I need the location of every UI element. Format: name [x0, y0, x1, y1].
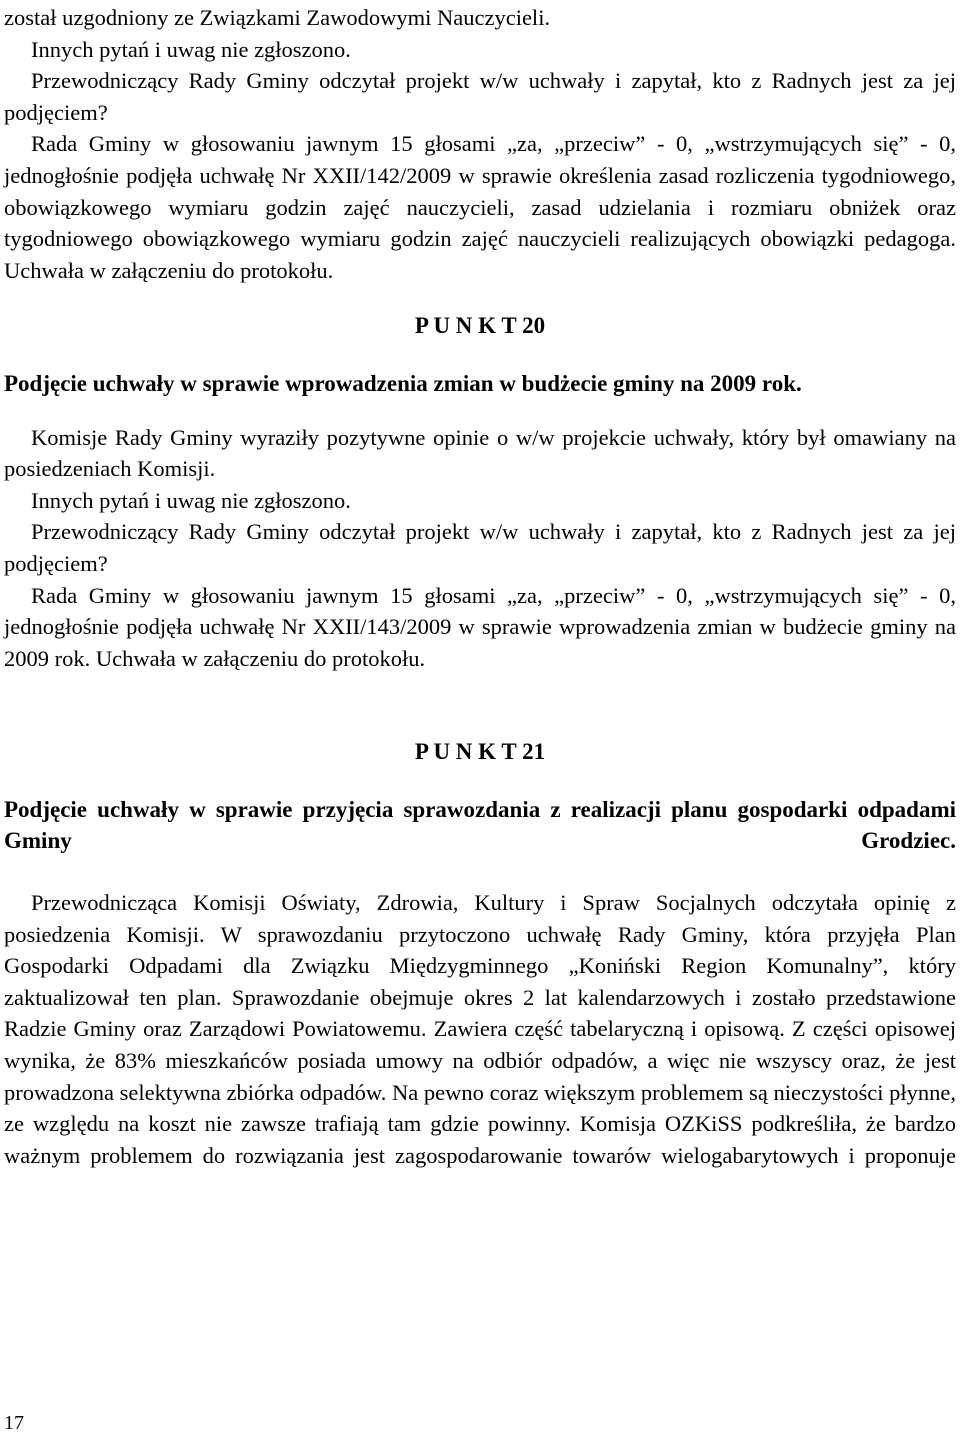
punkt-21-heading: P U N K T 21: [414, 739, 546, 765]
punkt-20-paragraph-chairman-reads: Przewodniczący Rady Gminy odczytał projekt w/w uchwały i zapytał, kto z Radnych jest za jej podjęciem?: [4, 519, 956, 576]
page-number: 17: [4, 1412, 24, 1434]
paragraph-chairman-reads: Przewodniczący Rady Gminy odczytał projekt w/w uchwały i zapytał, kto z Radnych jest za jej podjęciem?: [4, 68, 956, 125]
paragraph-unions-agreement: został uzgodniony ze Związkami Zawodowymi Nauczycieli.: [4, 5, 551, 30]
punkt-20-paragraph-commissions: Komisje Rady Gminy wyraziły pozytywne opinie o w/w projekcie uchwały, który był omawiany na posiedzeniach Komisji.: [4, 424, 956, 482]
punkt-21-paragraph-report: Przewodnicząca Komisji Oświaty, Zdrowia, Kultury i Spraw Socjalnych odczytała opinię z posiedzenia Komisji. W sprawozdaniu przytoczono uchwałę Rady Gminy, która przyjęła Plan Gospodarki Odpadami dla Związku Międzygminnego „Koniński Region Komunalny”, który zaktualizował ten plan. Sprawozdanie obejmuje okres 2 lat kalendarzowych i zostało przedstawione Radzie Gminy oraz Zarządowi Powiatowemu. Zawiera część tabelaryczną i opisową. Z części opisowej wynika, że 83% mieszkańców posiada umowy na odbiór odpadów, a więc nie wszyscy oraz, że jest prowadzona selektywna zbiórka odpadów. Na pewno coraz większym problemem są nieczystości płynne, ze względu na koszt nie zawsze trafiają tam gdzie powinny. Komisja OZKiSS podkreśliła, że bardzo ważnym problemem do rozwiązania jest zagospodarowanie towarów wielogabarytowych i proponuje: [4, 890, 956, 1168]
document-page: [4, 2, 956, 1171]
punkt-21-title: Podjęcie uchwały w sprawie przyjęcia sprawozdania z realizacji planu gospodarki odpadami Gminy Grodziec.: [4, 796, 956, 854]
punkt-20-heading: P U N K T 20: [414, 313, 546, 339]
punkt-20-title: Podjęcie uchwały w sprawie wprowadzenia zmian w budżecie gminy na 2009 rok.: [4, 370, 802, 396]
punkt-20-paragraph-vote-resolution-143: Rada Gminy w głosowaniu jawnym 15 głosami „za, „przeciw” - 0, „wstrzymujących się” - 0, jednogłośnie podjęła uchwałę Nr XXII/143/2009 w sprawie wprowadzenia zmian w budżecie gminy na 2009 rok. Uchwała w załączeniu do protokołu.: [4, 582, 956, 671]
paragraph-vote-resolution-142: Rada Gminy w głosowaniu jawnym 15 głosami „za, „przeciw” - 0, „wstrzymujących się” - 0, jednogłośnie podjęła uchwałę Nr XXII/142/2009 w sprawie określenia zasad rozliczenia tygodniowego, obowiązkowego wymiaru godzin zajęć nauczycieli, zasad udzielania i rozmiaru obniżek oraz tygodniowego obowiązkowego wymiaru godzin zajęć nauczycieli realizujących obowiązki pedagoga. Uchwała w załączeniu do protokołu.: [4, 131, 956, 283]
paragraph-no-questions: Innych pytań i uwag nie zgłoszono.: [31, 36, 351, 62]
punkt-20-paragraph-no-questions: Innych pytań i uwag nie zgłoszono.: [31, 487, 351, 513]
